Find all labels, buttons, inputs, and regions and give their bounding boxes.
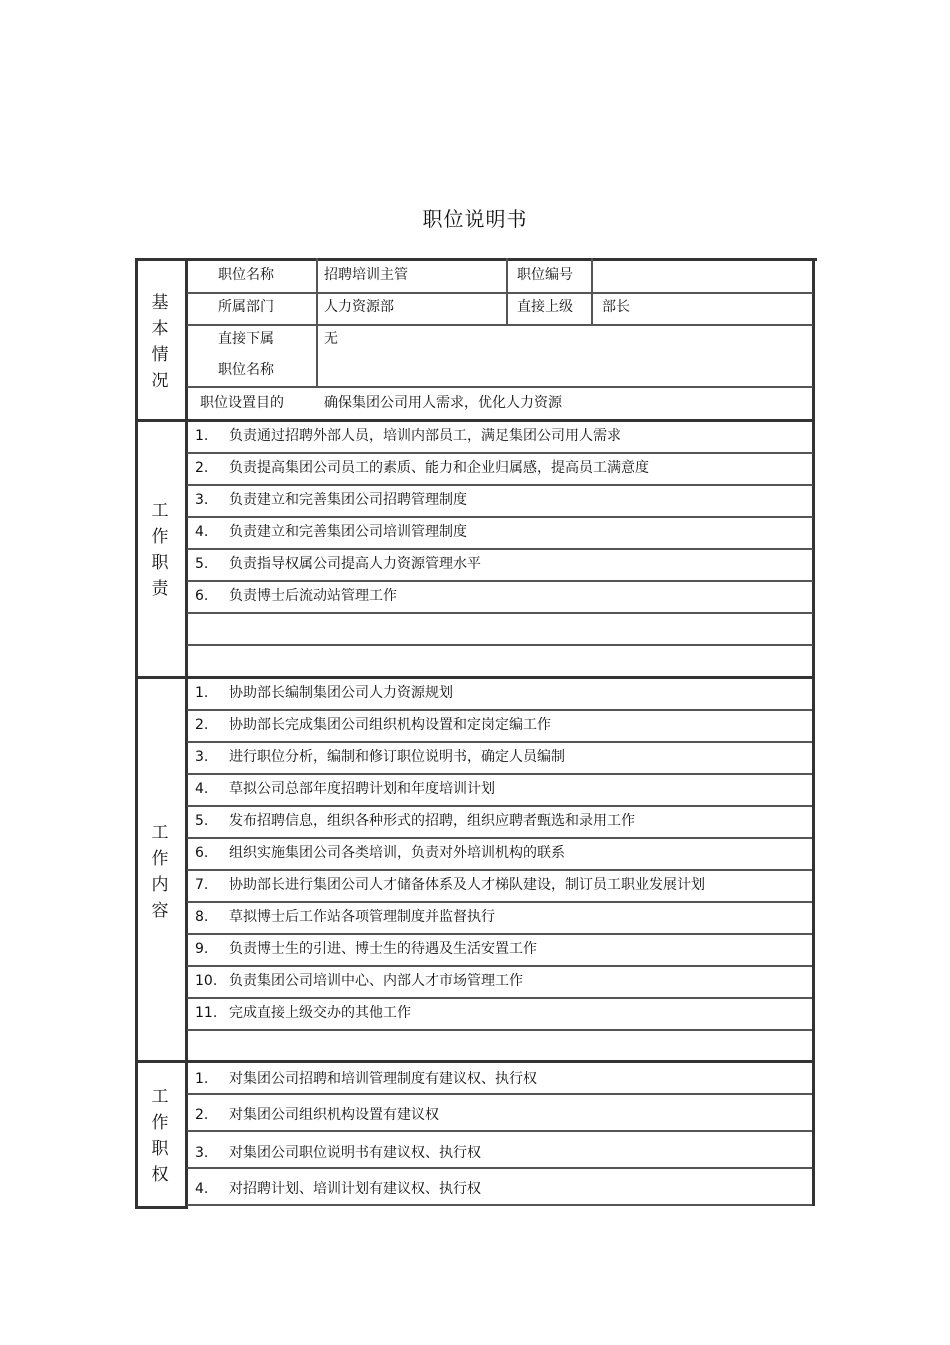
section-char: 作 xyxy=(151,527,169,547)
section-char: 工 xyxy=(151,1087,169,1107)
duty-text: 负责博士后流动站管理工作 xyxy=(229,588,397,604)
authority-text: 对招聘计划、培训计划有建议权、执行权 xyxy=(229,1181,481,1197)
content-num: 3. xyxy=(195,749,209,765)
row-divider xyxy=(187,805,813,807)
authority-num: 2. xyxy=(195,1107,209,1123)
duty-num: 2. xyxy=(195,460,209,476)
position-name-label: 职位名称 xyxy=(218,267,274,283)
content-num: 9. xyxy=(195,941,209,957)
row-divider xyxy=(187,709,813,711)
content-num: 6. xyxy=(195,845,209,861)
duty-text: 负责提高集团公司员工的素质、能力和企业归属感，提高员工满意度 xyxy=(229,460,649,476)
section-char: 职 xyxy=(151,1139,169,1159)
section-label-basic xyxy=(147,290,173,394)
row-divider xyxy=(187,901,813,903)
authority-text: 对集团公司招聘和培训管理制度有建议权、执行权 xyxy=(229,1071,537,1087)
authority-num: 3. xyxy=(195,1145,209,1161)
section-char: 情 xyxy=(151,345,169,365)
content-num: 11. xyxy=(195,1005,218,1021)
purpose-value: 确保集团公司用人需求，优化人力资源 xyxy=(324,395,562,411)
content-text: 负责集团公司培训中心、内部人才市场管理工作 xyxy=(229,973,523,989)
authority-text: 对集团公司职位说明书有建议权、执行权 xyxy=(229,1145,481,1161)
content-num: 5. xyxy=(195,813,209,829)
content-text: 负责博士生的引进、博士生的待遇及生活安置工作 xyxy=(229,941,537,957)
duty-text: 负责通过招聘外部人员，培训内部员工，满足集团公司用人需求 xyxy=(229,428,621,444)
section-char: 权 xyxy=(151,1165,169,1185)
content-text: 草拟公司总部年度招聘计划和年度培训计划 xyxy=(229,781,495,797)
authority-num: 1. xyxy=(195,1071,209,1087)
content-text: 协助部长进行集团公司人才储备体系及人才梯队建设，制订员工职业发展计划 xyxy=(229,877,705,893)
section-char: 况 xyxy=(151,371,169,391)
duty-num: 4. xyxy=(195,524,209,540)
section-char: 工 xyxy=(151,501,169,521)
section-char: 职 xyxy=(151,553,169,573)
section-divider xyxy=(135,676,815,679)
section-char: 责 xyxy=(151,579,169,599)
subordinates-label-line1: 直接下属 xyxy=(218,331,274,347)
row-divider xyxy=(187,997,813,999)
row-divider xyxy=(187,580,813,582)
section-label-authority xyxy=(147,1084,173,1188)
section-char: 本 xyxy=(151,319,169,339)
department-label: 所属部门 xyxy=(218,299,274,315)
duty-text: 负责指导权属公司提高人力资源管理水平 xyxy=(229,556,481,572)
content-text: 发布招聘信息，组织各种形式的招聘，组织应聘者甄选和录用工作 xyxy=(229,813,635,829)
row-divider xyxy=(187,1093,813,1095)
supervisor-label: 直接上级 xyxy=(517,299,573,315)
position-name-value: 招聘培训主管 xyxy=(324,267,408,283)
row-divider xyxy=(187,933,813,935)
authority-text: 对集团公司组织机构设置有建议权 xyxy=(229,1107,439,1123)
section-char: 工 xyxy=(151,823,169,843)
duty-text: 负责建立和完善集团公司培训管理制度 xyxy=(229,524,467,540)
duty-text: 负责建立和完善集团公司招聘管理制度 xyxy=(229,492,467,508)
department-value: 人力资源部 xyxy=(324,299,394,315)
content-text: 进行职位分析，编制和修订职位说明书，确定人员编制 xyxy=(229,749,565,765)
col-divider xyxy=(506,258,508,326)
section-char: 作 xyxy=(151,1113,169,1133)
authority-num: 4. xyxy=(195,1181,209,1197)
content-text: 协助部长完成集团公司组织机构设置和定岗定编工作 xyxy=(229,717,551,733)
content-text: 草拟博士后工作站各项管理制度并监督执行 xyxy=(229,909,495,925)
content-text: 协助部长编制集团公司人力资源规划 xyxy=(229,685,453,701)
duty-num: 3. xyxy=(195,492,209,508)
row-divider xyxy=(187,612,813,614)
content-num: 1. xyxy=(195,685,209,701)
duty-num: 5. xyxy=(195,556,209,572)
section-char: 容 xyxy=(151,901,169,921)
position-code-label: 职位编号 xyxy=(517,267,573,283)
duty-num: 1. xyxy=(195,428,209,444)
row-divider xyxy=(187,1029,813,1031)
col-divider xyxy=(591,258,593,326)
row-divider xyxy=(187,548,813,550)
section-divider xyxy=(135,419,815,422)
row-divider xyxy=(187,644,813,646)
row-divider xyxy=(187,484,813,486)
row-divider xyxy=(187,965,813,967)
duty-num: 6. xyxy=(195,588,209,604)
content-text: 完成直接上级交办的其他工作 xyxy=(229,1005,411,1021)
authority-right-border xyxy=(812,1060,815,1206)
table-border-left xyxy=(135,258,138,1208)
job-description-table xyxy=(135,258,817,1208)
section-divider xyxy=(135,1060,815,1063)
purpose-label: 职位设置目的 xyxy=(200,395,284,411)
content-text: 组织实施集团公司各类培训，负责对外培训机构的联系 xyxy=(229,845,565,861)
section-label-content xyxy=(147,820,173,924)
section-char: 基 xyxy=(151,293,169,313)
row-divider xyxy=(187,837,813,839)
section-char: 作 xyxy=(151,849,169,869)
content-num: 4. xyxy=(195,781,209,797)
subordinates-value: 无 xyxy=(324,331,338,347)
table-border-top xyxy=(135,258,817,261)
row-divider xyxy=(187,324,813,326)
label-column-divider xyxy=(185,258,188,1208)
row-divider xyxy=(187,1130,813,1132)
content-num: 8. xyxy=(195,909,209,925)
section-char: 内 xyxy=(151,875,169,895)
page-title: 职位说明书 xyxy=(422,207,528,231)
row-divider xyxy=(187,741,813,743)
content-num: 7. xyxy=(195,877,209,893)
row-divider xyxy=(187,773,813,775)
row-divider xyxy=(187,1204,813,1206)
row-divider xyxy=(187,1167,813,1169)
row-divider xyxy=(187,452,813,454)
col-divider xyxy=(316,258,318,388)
section-label-duties xyxy=(147,498,173,602)
row-divider xyxy=(187,292,813,294)
row-divider xyxy=(187,516,813,518)
content-right-border xyxy=(812,676,815,1063)
content-num: 10. xyxy=(195,973,218,989)
supervisor-value: 部长 xyxy=(602,299,630,315)
content-num: 2. xyxy=(195,717,209,733)
table-border-bottom xyxy=(135,1206,188,1209)
row-divider xyxy=(187,869,813,871)
subordinates-label-line2: 职位名称 xyxy=(218,362,274,378)
row-divider xyxy=(187,386,813,388)
